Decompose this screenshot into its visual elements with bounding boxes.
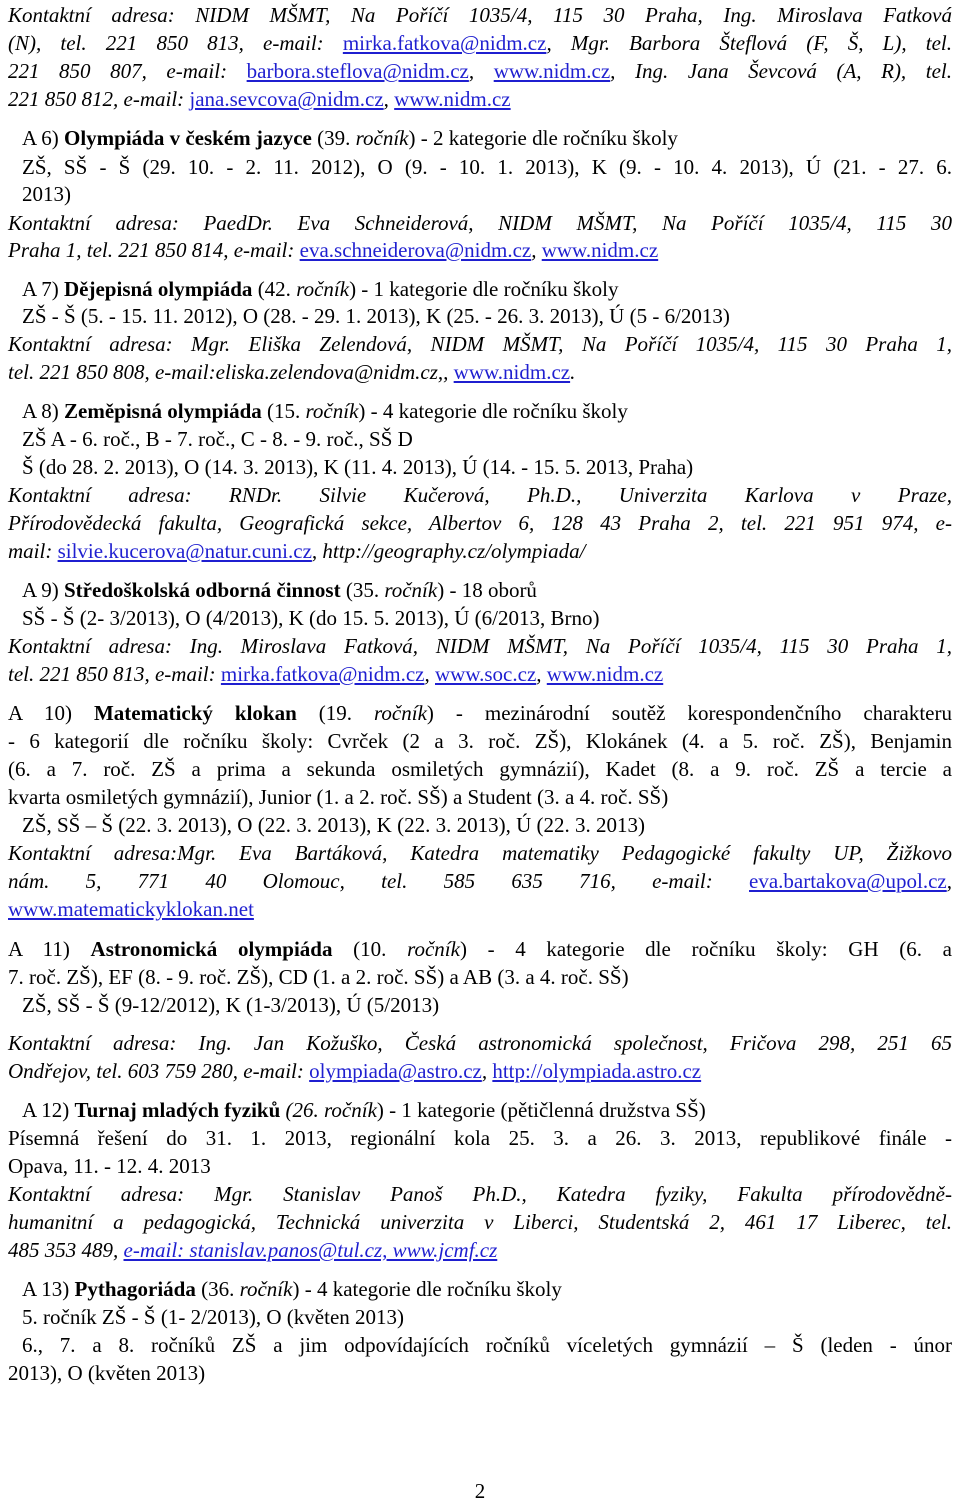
text-segment: Kontaktní adresa: Ing. Miroslava Fatková, NIDM MŠMT, Na Poříčí 1035/4, 115 30 Praha 1,: [8, 634, 952, 658]
link[interactable]: www.soc.cz: [435, 662, 537, 686]
text-segment: 221 850 807, e-mail:: [8, 59, 247, 83]
text-line: [8, 896, 254, 923]
text-line: [22, 154, 952, 181]
text-line: [22, 812, 645, 839]
text-segment: Ondřejov, tel. 603 759 280, e-mail:: [8, 1059, 310, 1083]
text-segment: ) - 4 kategorie dle ročníku školy: [358, 399, 628, 423]
text-line: [22, 276, 618, 303]
link[interactable]: olympiada@astro.cz: [309, 1059, 482, 1083]
text-segment: ,: [536, 662, 547, 686]
link[interactable]: www.nidm.cz: [546, 662, 664, 686]
text-line: [8, 58, 952, 85]
text-segment: ročník: [407, 937, 460, 961]
text-segment: (39.: [311, 126, 356, 150]
text-segment: ZŠ - Š (5. - 15. 11. 2012), O (28. - 29. 1. 2013), K (25. - 26. 3. 2013), Ú (5 - 6/2013): [22, 304, 730, 328]
text-line: [8, 840, 952, 867]
text-segment: mail:: [8, 539, 58, 563]
link[interactable]: www.matematickyklokan.net: [8, 897, 254, 921]
competition-name: Středoškolská odborná činnost: [64, 578, 341, 602]
text-line: [22, 398, 628, 425]
link[interactable]: eva.schneiderova@nidm.cz: [299, 238, 532, 262]
text-segment: ročník: [384, 578, 438, 602]
text-segment: , http://geography.cz/olympiada/: [311, 539, 586, 563]
text-segment: (6. a 7. roč. ZŠ a prima a sekunda osmiletých gymnázií), Kadet (8. a 9. roč. ZŠ a tercie a: [8, 757, 952, 781]
link[interactable]: mirka.fatkova@nidm.cz: [220, 662, 425, 686]
text-line: [8, 2, 952, 29]
text-segment: ročník: [374, 701, 427, 725]
text-segment: A 7): [22, 277, 64, 301]
text-segment: tel. 221 850 808, e-mail:eliska.zelendova@nidm.cz,,: [8, 360, 454, 384]
text-segment: 5. ročník ZŠ - Š (1- 2/2013), O (květen 2013): [22, 1305, 405, 1329]
text-segment: Kontaktní adresa:Mgr. Eva Bartáková, Katedra matematiky Pedagogické fakulty UP, Žižkovo: [8, 841, 952, 865]
text-line: [22, 1276, 562, 1303]
text-segment: A 9): [22, 578, 64, 602]
text-segment: ) - 4 kategorie dle ročníku školy: [292, 1277, 562, 1301]
text-segment: ZŠ, SŠ - Š (29. 10. - 2. 11. 2012), O (9. - 10. 1. 2013), K (9. - 10. 4. 2013), Ú (21. - 27. 6.: [22, 155, 952, 179]
text-line: [8, 936, 952, 963]
text-line: [22, 992, 439, 1019]
text-line: [8, 86, 511, 113]
link[interactable]: barbora.steflova@nidm.cz: [246, 59, 469, 83]
text-line: [22, 303, 730, 330]
text-segment: Kontaktní adresa: PaedDr. Eva Schneiderová, NIDM MŠMT, Na Poříčí 1035/4, 115 30: [8, 211, 952, 235]
text-segment: (15.: [261, 399, 306, 423]
text-segment: , Mgr. Barbora Šteflová (F, Š, L), tel.: [546, 31, 952, 55]
text-segment: A 12): [22, 1098, 75, 1122]
text-line: [8, 1360, 205, 1387]
text-segment: ,: [946, 869, 952, 893]
text-segment: ZŠ, SŠ – Š (22. 3. 2013), O (22. 3. 2013), K (22. 3. 2013), Ú (22. 3. 2013): [22, 813, 645, 837]
text-segment: ,: [383, 87, 395, 111]
text-line: [8, 1030, 952, 1057]
competition-name: Turnaj mladých fyziků: [74, 1098, 281, 1122]
text-line: [8, 633, 952, 660]
text-segment: Praha 1, tel. 221 850 814, e-mail:: [8, 238, 300, 262]
text-segment: 485 353 489,: [8, 1238, 124, 1262]
text-segment: ZŠ, SŠ - Š (9-12/2012), K (1-3/2013), Ú (5/2013): [22, 993, 440, 1017]
text-line: [8, 538, 585, 565]
text-segment: A 8): [22, 399, 64, 423]
text-segment: ,: [481, 1059, 493, 1083]
link[interactable]: jana.sevcova@nidm.cz: [189, 87, 384, 111]
text-line: [8, 210, 952, 237]
text-line: [8, 510, 952, 537]
link[interactable]: e-mail: stanislav.panos@tul.cz, www.jcmf.cz: [123, 1238, 498, 1262]
competition-name: Dějepisná olympiáda: [64, 277, 253, 301]
text-segment: Přírodovědecká fakulta, Geografická sekce, Albertov 6, 128 43 Praha 2, tel. 221 951 974, e-: [8, 511, 952, 535]
link[interactable]: www.nidm.cz: [394, 87, 511, 111]
link[interactable]: www.nidm.cz: [541, 238, 659, 262]
text-line: [8, 1125, 952, 1152]
text-segment: (10.: [332, 937, 408, 961]
text-segment: ,: [531, 238, 542, 262]
text-line: [8, 237, 658, 264]
text-line: [8, 359, 575, 386]
text-segment: Kontaktní adresa: Mgr. Stanislav Panoš Ph.D., Katedra fyziky, Fakulta přírodovědně-: [8, 1182, 952, 1206]
text-line: [22, 1332, 952, 1359]
text-segment: Kontaktní adresa: RNDr. Silvie Kučerová, Ph.D., Univerzita Karlova v Praze,: [8, 483, 952, 507]
page-number: 2: [474, 1479, 486, 1503]
text-line: [8, 1058, 701, 1085]
text-segment: Písemná řešení do 31. 1. 2013, regionální kola 25. 3. a 26. 3. 2013, republikové finále -: [8, 1126, 952, 1150]
text-line: [8, 1237, 497, 1264]
text-segment: ročník: [296, 277, 350, 301]
text-line: [22, 125, 678, 152]
text-line: [8, 1209, 952, 1236]
text-line: [22, 577, 537, 604]
text-line: [8, 756, 952, 783]
text-segment: SŠ - Š (2- 3/2013), O (4/2013), K (do 15. 5. 2013), Ú (6/2013, Brno): [22, 606, 600, 630]
text-segment: Kontaktní adresa: Ing. Jan Kožuško, Česká astronomická společnost, Fričova 298, 251 65: [8, 1031, 952, 1055]
text-segment: A 10): [8, 701, 94, 725]
text-line: [8, 1181, 952, 1208]
link[interactable]: www.nidm.cz: [453, 360, 571, 384]
text-segment: A 13): [22, 1277, 75, 1301]
text-line: [8, 700, 952, 727]
text-segment: (N), tel. 221 850 813, e-mail:: [8, 31, 343, 55]
text-segment: A 6): [22, 126, 64, 150]
competition-name: Matematický klokan: [93, 701, 297, 725]
text-segment: ročník: [355, 126, 409, 150]
text-line: [8, 30, 952, 57]
text-segment: Opava, 11. - 12. 4. 2013: [8, 1154, 211, 1178]
text-segment: 2013), O (květen 2013): [8, 1361, 206, 1385]
text-segment: Kontaktní adresa: NIDM MŠMT, Na Poříčí 1035/4, 115 30 Praha, Ing. Miroslava Fatková: [8, 3, 952, 27]
text-segment: Kontaktní adresa: Mgr. Eliška Zelendová, NIDM MŠMT, Na Poříčí 1035/4, 115 30 Praha 1,: [8, 332, 952, 356]
text-line: [22, 426, 413, 453]
text-segment: ) - 1 kategorie dle ročníku školy: [349, 277, 619, 301]
text-line: [8, 1153, 211, 1180]
text-segment: ZŠ A - 6. roč., B - 7. roč., C - 8. - 9. roč., SŠ D: [22, 427, 413, 451]
text-segment: kvarta osmiletých gymnázií), Junior (1. a 2. roč. SŠ) a Student (3. a 4. roč. SŠ): [8, 785, 669, 809]
text-segment: (26.: [280, 1098, 325, 1122]
text-segment: (35.: [340, 578, 385, 602]
text-segment: A 11): [8, 937, 91, 961]
text-segment: ) - mezinárodní soutěž korespondenčního charakteru: [426, 701, 953, 725]
text-segment: 221 850 812, e-mail:: [8, 87, 190, 111]
text-segment: nám. 5, 771 40 Olomouc, tel. 585 635 716, e-mail:: [8, 869, 749, 893]
text-segment: (36.: [195, 1277, 240, 1301]
text-line: [8, 482, 952, 509]
text-segment: ) - 2 kategorie dle ročníku školy: [408, 126, 678, 150]
text-line: [8, 728, 952, 755]
text-segment: 6., 7. a 8. ročníků ZŠ a jim odpovídajících ročníků víceletých gymnázií – Š (leden - únor: [22, 1333, 952, 1357]
text-segment: Š (do 28. 2. 2013), O (14. 3. 2013), K (11. 4. 2013), Ú (14. - 15. 5. 2013, Praha): [22, 455, 694, 479]
text-segment: ročník: [324, 1098, 377, 1122]
text-line: [22, 1097, 706, 1124]
text-line: [22, 454, 693, 481]
text-segment: (19.: [296, 701, 375, 725]
competition-name: Pythagoriáda: [74, 1277, 196, 1301]
text-segment: ) - 18 oborů: [437, 578, 537, 602]
text-segment: ročník: [305, 399, 359, 423]
text-line: [22, 1304, 404, 1331]
link[interactable]: eva.bartakova@upol.cz: [749, 869, 947, 893]
text-segment: ,: [424, 662, 435, 686]
link[interactable]: silvie.kucerova@natur.cuni.cz: [57, 539, 312, 563]
text-line: [8, 784, 668, 811]
text-line: [8, 964, 629, 991]
link[interactable]: www.nidm.cz: [493, 59, 611, 83]
link[interactable]: mirka.fatkova@nidm.cz: [342, 31, 547, 55]
link[interactable]: http://olympiada.astro.cz: [492, 1059, 702, 1083]
text-line: [8, 331, 952, 358]
text-segment: ) - 1 kategorie (pětičlenná družstva SŠ): [376, 1098, 706, 1122]
text-segment: ,: [468, 59, 494, 83]
text-line: [8, 868, 952, 895]
competition-name: Zeměpisná olympiáda: [64, 399, 262, 423]
text-line: [22, 181, 71, 208]
competition-name: Astronomická olympiáda: [90, 937, 333, 961]
text-segment: .: [570, 360, 576, 384]
text-line: [8, 661, 663, 688]
text-segment: , Ing. Jana Ševcová (A, R), tel.: [610, 59, 952, 83]
text-segment: humanitní a pedagogická, Technická univerzita v Liberci, Studentská 2, 461 17 Liberec, tel.: [8, 1210, 952, 1234]
text-segment: ) - 4 kategorie dle ročníku školy: GH (6. a: [459, 937, 952, 961]
competition-name: Olympiáda v českém jazyce: [64, 126, 312, 150]
text-segment: - 6 kategorií dle ročníku školy: Cvrček (2 a 3. roč. ZŠ), Klokánek (4. a 5. roč. ZŠ), Benjamin: [8, 729, 952, 753]
text-segment: (42.: [252, 277, 297, 301]
text-segment: tel. 221 850 813, e-mail:: [8, 662, 221, 686]
text-line: [22, 605, 599, 632]
text-segment: ročník: [239, 1277, 293, 1301]
text-segment: 7. roč. ZŠ), EF (8. - 9. roč. ZŠ), CD (1. a 2. roč. SŠ) a AB (3. a 4. roč. SŠ): [8, 965, 629, 989]
text-segment: 2013): [22, 182, 71, 206]
